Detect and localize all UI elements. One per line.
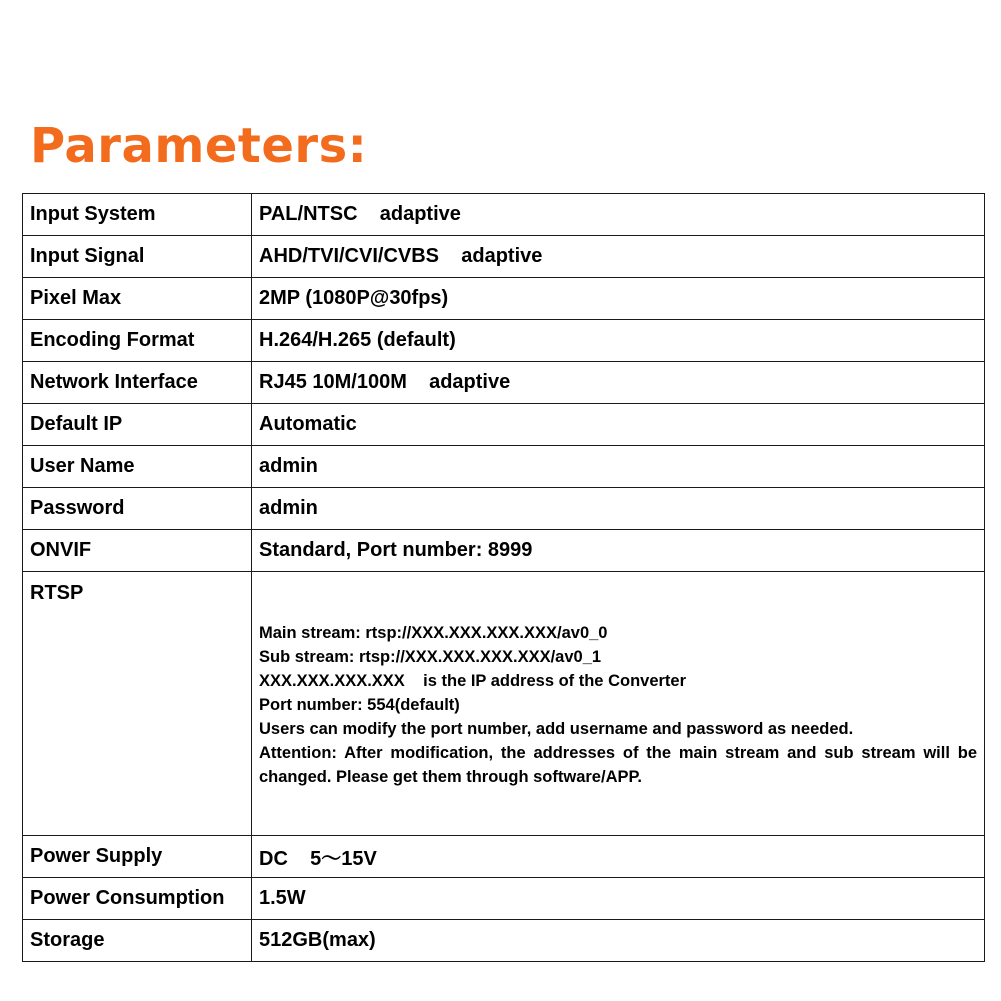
param-value-input-signal: AHD/TVI/CVI/CVBS adaptive bbox=[252, 236, 985, 278]
rtsp-details bbox=[259, 621, 982, 789]
param-value-password: admin bbox=[252, 488, 985, 530]
param-label-rtsp: RTSP bbox=[23, 572, 252, 836]
parameters-table bbox=[22, 193, 985, 962]
param-label-encoding-format: Encoding Format bbox=[23, 320, 252, 362]
table-row bbox=[23, 446, 985, 488]
table-row bbox=[23, 488, 985, 530]
param-label-default-ip: Default IP bbox=[23, 404, 252, 446]
param-value-input-system: PAL/NTSC adaptive bbox=[252, 194, 985, 236]
page-title: Parameters: bbox=[30, 118, 368, 174]
param-value-pixel-max: 2MP (1080P@30fps) bbox=[252, 278, 985, 320]
param-value-rtsp bbox=[252, 572, 985, 836]
param-value-user-name: admin bbox=[252, 446, 985, 488]
param-label-onvif: ONVIF bbox=[23, 530, 252, 572]
param-value-power-consumption: 1.5W bbox=[252, 878, 985, 920]
param-label-network-interface: Network Interface bbox=[23, 362, 252, 404]
table-row bbox=[23, 362, 985, 404]
param-label-user-name: User Name bbox=[23, 446, 252, 488]
table-row bbox=[23, 320, 985, 362]
table-row bbox=[23, 920, 985, 962]
param-value-power-supply: DC 5～15V bbox=[252, 836, 985, 878]
table-row bbox=[23, 278, 985, 320]
param-value-encoding-format: H.264/H.265 (default) bbox=[252, 320, 985, 362]
param-value-onvif: Standard, Port number: 8999 bbox=[252, 530, 985, 572]
param-value-storage: 512GB(max) bbox=[252, 920, 985, 962]
param-label-storage: Storage bbox=[23, 920, 252, 962]
table-row bbox=[23, 236, 985, 278]
rtsp-modify-note: Users can modify the port number, add username and password as needed. bbox=[259, 720, 854, 738]
param-label-power-consumption: Power Consumption bbox=[23, 878, 252, 920]
param-label-input-system: Input System bbox=[23, 194, 252, 236]
rtsp-sub-stream: Sub stream: rtsp://XXX.XXX.XXX.XXX/av0_1 bbox=[259, 648, 602, 666]
table-row bbox=[23, 194, 985, 236]
param-label-pixel-max: Pixel Max bbox=[23, 278, 252, 320]
param-label-power-supply: Power Supply bbox=[23, 836, 252, 878]
param-value-default-ip: Automatic bbox=[252, 404, 985, 446]
param-label-input-signal: Input Signal bbox=[23, 236, 252, 278]
param-value-network-interface: RJ45 10M/100M adaptive bbox=[252, 362, 985, 404]
rtsp-attention-note: Attention: After modification, the addresses of the main stream and sub stream will be changed. Please get them through software/APP. bbox=[259, 744, 982, 786]
table-row bbox=[23, 836, 985, 878]
rtsp-ip-note: XXX.XXX.XXX.XXX is the IP address of the Converter bbox=[259, 672, 687, 690]
table-row-rtsp bbox=[23, 572, 985, 836]
table-row bbox=[23, 404, 985, 446]
param-label-password: Password bbox=[23, 488, 252, 530]
rtsp-main-stream: Main stream: rtsp://XXX.XXX.XXX.XXX/av0_0 bbox=[259, 624, 608, 642]
rtsp-port-number: Port number: 554(default) bbox=[259, 696, 460, 714]
table-row bbox=[23, 878, 985, 920]
table-row bbox=[23, 530, 985, 572]
